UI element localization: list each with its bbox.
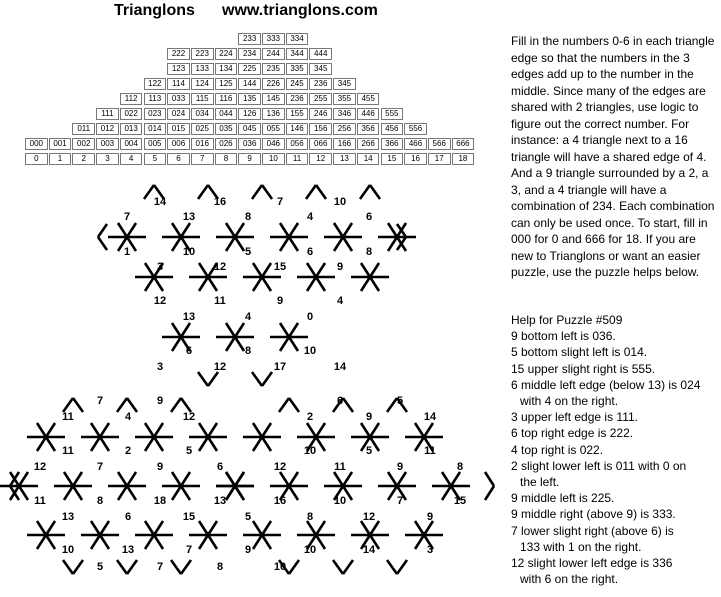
help-line: 6 top right edge is 222. [511,426,634,441]
combo-cell: 446 [357,108,380,120]
triangle-edge[interactable] [63,398,73,412]
combo-cell: 033 [167,93,190,105]
triangle-edge[interactable] [73,398,83,412]
triangle-edge[interactable] [279,398,289,412]
triangle-target-number: 7 [96,461,104,473]
triangle-edge[interactable] [289,560,299,574]
combo-cell: 122 [144,78,167,90]
triangle-target-number: 9 [156,395,164,407]
combo-cell: 235 [262,63,285,75]
help-heading: Help for Puzzle #509 [511,313,623,327]
combo-cell: 225 [238,63,261,75]
help-line: 9 bottom left is 036. [511,329,616,344]
triangle-target-number: 7 [396,495,404,507]
triangle-target-number: 8 [244,211,252,223]
combo-cell: 1 [49,153,72,165]
triangle-edge[interactable] [144,185,154,199]
triangle-edge[interactable] [370,185,380,199]
triangle-edge[interactable] [171,560,181,574]
combo-cell: 16 [404,153,427,165]
combo-cell: 035 [215,123,238,135]
triangle-target-number: 3 [156,261,164,273]
help-line: 2 slight lower left is 011 with 0 on [511,458,687,473]
combo-cell: 024 [167,108,190,120]
help-line: 9 middle right (above 9) is 333. [511,507,676,522]
combo-cell: 126 [238,108,261,120]
combo-cell: 455 [357,93,380,105]
triangle-target-number: 7 [123,211,131,223]
triangle-target-number: 6 [216,461,224,473]
help-line: 3 upper left edge is 111. [511,410,638,425]
triangle-edge[interactable] [98,224,107,237]
combo-cell: 013 [120,123,143,135]
combo-cell: 012 [96,123,119,135]
title-trianglons: Trianglons [114,2,195,19]
triangle-target-number: 15 [453,495,467,507]
triangle-target-number: 16 [273,495,287,507]
help-line: 5 bottom slight left is 014. [511,345,648,360]
combo-cell: 134 [215,63,238,75]
combo-cell: 4 [120,153,143,165]
combo-cell: 246 [309,108,332,120]
help-line: 7 lower slight right (above 6) is [511,523,674,538]
site-url: www.trianglons.com [222,2,378,19]
combo-cell: 11 [286,153,309,165]
combo-cell: 2 [72,153,95,165]
combo-cell: 333 [262,33,285,45]
triangle-target-number: 10 [303,345,317,357]
triangle-edge[interactable] [387,560,397,574]
triangle-target-number: 6 [336,395,344,407]
combo-cell: 8 [215,153,238,165]
combo-cell: 456 [381,123,404,135]
triangle-target-number: 7 [185,544,193,556]
combo-cell: 10 [262,153,285,165]
combo-cell: 004 [120,138,143,150]
triangle-target-number: 18 [153,495,167,507]
combo-cell: 133 [191,63,214,75]
combo-cell: 022 [120,108,143,120]
triangle-target-number: 4 [244,311,252,323]
combo-cell: 9 [238,153,261,165]
combo-cell: 6 [167,153,190,165]
triangle-target-number: 8 [365,246,373,258]
triangle-target-number: 15 [273,261,287,273]
triangle-target-number: 16 [213,196,227,208]
triangle-target-number: 3 [426,544,434,556]
triangle-edge[interactable] [63,560,73,574]
triangle-edge[interactable] [181,398,191,412]
combo-cell: 236 [309,78,332,90]
combo-cell: 036 [238,138,261,150]
combo-cell: 226 [262,78,285,90]
combo-cell: 146 [286,123,309,135]
combo-cell: 666 [452,138,475,150]
triangle-edge[interactable] [171,398,181,412]
combo-cell: 555 [381,108,404,120]
combo-cell: 255 [309,93,332,105]
help-line: 9 middle left is 225. [511,491,615,506]
combo-cell: 0 [25,153,48,165]
triangle-edge[interactable] [181,560,191,574]
triangle-target-number: 5 [396,395,404,407]
triangle-target-number: 11 [34,495,46,507]
combo-cell: 003 [96,138,119,150]
triangle-edge[interactable] [343,560,353,574]
triangle-edge[interactable] [289,398,299,412]
combo-cell: 135 [238,93,261,105]
triangle-target-number: 9 [426,511,434,523]
combo-cell: 223 [191,48,214,60]
triangle-target-number: 12 [213,361,227,373]
triangle-edge[interactable] [73,560,83,574]
help-line: the left. [520,475,560,490]
triangle-target-number: 5 [365,445,373,457]
combo-cell: 166 [333,138,356,150]
triangle-edge[interactable] [316,185,326,199]
triangle-edge[interactable] [262,372,272,386]
triangle-target-number: 9 [244,544,252,556]
help-line: 12 slight lower left edge is 336 [511,556,673,571]
triangle-target-number: 14 [333,361,347,373]
triangle-target-number: 4 [336,295,344,307]
triangle-target-number: 11 [334,461,346,473]
combo-cell: 113 [144,93,167,105]
combo-cell: 136 [262,108,285,120]
combo-cell: 222 [167,48,190,60]
combo-cell: 056 [286,138,309,150]
triangle-target-number: 9 [156,461,164,473]
triangle-edge[interactable] [198,185,208,199]
triangle-edge[interactable] [98,237,107,250]
triangle-target-number: 8 [96,495,104,507]
triangle-target-number: 12 [33,461,47,473]
triangle-target-number: 17 [273,361,287,373]
combo-cell: 233 [238,33,261,45]
combo-cell: 236 [286,93,309,105]
triangle-target-number: 10 [303,445,317,457]
combo-cell: 345 [309,63,332,75]
triangle-target-number: 12 [213,261,227,273]
triangle-edge[interactable] [208,372,218,386]
combo-cell: 7 [191,153,214,165]
combo-cell: 335 [286,63,309,75]
combo-cell: 245 [286,78,309,90]
triangle-target-number: 11 [214,295,226,307]
triangle-edge[interactable] [117,560,127,574]
triangle-target-number: 10 [333,495,347,507]
triangle-target-number: 15 [182,511,196,523]
combo-cell: 046 [262,138,285,150]
combo-cell: 025 [191,123,214,135]
combo-cell: 006 [167,138,190,150]
triangle-edge[interactable] [252,372,262,386]
combo-cell: 011 [72,123,95,135]
combo-cell: 3 [96,153,119,165]
triangle-edge[interactable] [306,185,316,199]
help-line: with 4 on the right. [520,394,619,409]
combo-cell: 144 [238,78,261,90]
triangle-target-number: 14 [362,544,376,556]
triangle-target-number: 12 [273,461,287,473]
combo-cell: 155 [286,108,309,120]
triangle-target-number: 8 [244,345,252,357]
combo-cell: 000 [25,138,48,150]
triangle-target-number: 7 [156,561,164,573]
combo-cell: 002 [72,138,95,150]
combo-cell: 055 [262,123,285,135]
triangle-target-number: 10 [303,544,317,556]
combo-cell: 346 [333,108,356,120]
combo-cell: 034 [191,108,214,120]
combo-cell: 466 [404,138,427,150]
help-section [511,312,719,587]
triangle-target-number: 4 [306,211,314,223]
triangle-target-number: 12 [153,295,167,307]
combo-cell: 17 [428,153,451,165]
triangle-target-number: 8 [216,561,224,573]
triangle-target-number: 5 [244,511,252,523]
combo-cell: 5 [144,153,167,165]
combo-cell: 066 [309,138,332,150]
combo-cell: 145 [262,93,285,105]
triangle-edge[interactable] [333,560,343,574]
triangle-target-number: 6 [124,511,132,523]
combo-cell: 266 [357,138,380,150]
triangle-target-number: 13 [182,311,196,323]
triangle-edge[interactable] [198,372,208,386]
combo-cell: 115 [191,93,214,105]
triangle-target-number: 10 [273,561,287,573]
combo-cell: 114 [167,78,190,90]
triangle-edge[interactable] [360,185,370,199]
triangle-target-number: 10 [182,246,196,258]
triangle-target-number: 5 [96,561,104,573]
combo-cell: 356 [357,123,380,135]
triangle-target-number: 8 [456,461,464,473]
triangle-target-number: 12 [182,411,196,423]
triangle-edge[interactable] [485,486,494,500]
combo-cell: 001 [49,138,72,150]
triangle-target-number: 13 [213,495,227,507]
combo-cell: 566 [428,138,451,150]
combo-cell: 355 [333,93,356,105]
combo-cell: 016 [191,138,214,150]
triangle-target-number: 3 [156,361,164,373]
triangle-target-number: 10 [333,196,347,208]
combo-cell: 015 [167,123,190,135]
triangle-target-number: 11 [62,445,74,457]
combo-cell: 18 [452,153,475,165]
triangle-target-number: 13 [121,544,135,556]
instructions-text: Fill in the numbers 0-6 in each triangle edge so that the numbers in the 3 edges add up to the number in the middle. Since many of the edges are shared with 2 triangles, use logic to figure out the correct number. For instance: a 4 triangle next to a 16 triangle will have a shared edge of 4. And a 9 triangle surrounded by a 2, a 3, and a 4 triangle will have a combination of 234. Each combination can only be used once. To start, fill in 000 for 0 and 666 for 18. If you are new to Trianglons or want an easier puzzle, use the puzzle helps below. [511,34,715,279]
triangle-target-number: 7 [276,196,284,208]
combo-cell: 244 [262,48,285,60]
triangle-target-number: 2 [124,445,132,457]
triangle-target-number: 8 [306,511,314,523]
triangle-edge[interactable] [252,185,262,199]
triangle-target-number: 4 [124,411,132,423]
triangle-edge[interactable] [127,560,137,574]
triangle-target-number: 14 [423,411,437,423]
combo-cell: 123 [167,63,190,75]
triangle-target-number: 9 [365,411,373,423]
triangle-target-number: 12 [362,511,376,523]
combo-cell: 044 [215,108,238,120]
combo-cell: 334 [286,33,309,45]
combo-cell: 256 [333,123,356,135]
combo-cell: 026 [215,138,238,150]
triangle-edge[interactable] [127,398,137,412]
help-line: 4 top right is 022. [511,442,604,457]
triangle-target-number: 5 [185,445,193,457]
triangle-edge[interactable] [117,398,127,412]
triangle-target-number: 13 [182,211,196,223]
combo-cell: 556 [404,123,427,135]
triangle-edge[interactable] [262,185,272,199]
combo-cell: 344 [286,48,309,60]
triangle-target-number: 1 [123,246,131,258]
combo-cell: 014 [144,123,167,135]
combo-cell: 116 [215,93,238,105]
triangle-target-number: 7 [96,395,104,407]
combo-cell: 005 [144,138,167,150]
combo-cell: 366 [381,138,404,150]
triangle-target-number: 6 [365,211,373,223]
triangle-target-number: 11 [424,445,436,457]
triangle-target-number: 6 [185,345,193,357]
help-line: with 6 on the right. [520,572,619,587]
triangle-target-number: 9 [336,261,344,273]
triangle-target-number: 6 [306,246,314,258]
combo-cell: 13 [333,153,356,165]
triangle-target-number: 5 [244,246,252,258]
combo-cell: 12 [309,153,332,165]
triangle-target-number: 11 [62,411,74,423]
combo-cell: 125 [215,78,238,90]
combo-cell: 15 [381,153,404,165]
combo-cell: 14 [357,153,380,165]
help-line: 6 middle left edge (below 13) is 024 [511,377,701,392]
combo-cell: 234 [238,48,261,60]
triangle-edge[interactable] [343,398,353,412]
help-line: 133 with 1 on the right. [520,539,642,554]
triangle-target-number: 9 [276,295,284,307]
combo-cell: 345 [333,78,356,90]
triangle-edge[interactable] [485,472,494,486]
combo-cell: 112 [120,93,143,105]
triangle-target-number: 0 [306,311,314,323]
help-line: 15 upper slight right is 555. [511,361,656,376]
triangle-target-number: 13 [61,511,75,523]
combo-cell: 224 [215,48,238,60]
triangle-target-number: 10 [61,544,75,556]
combo-cell: 111 [96,108,119,120]
triangle-edge[interactable] [387,398,397,412]
triangle-target-number: 2 [306,411,314,423]
triangle-edge[interactable] [397,560,407,574]
combo-cell: 045 [238,123,261,135]
combo-cell: 444 [309,48,332,60]
triangle-target-number: 14 [153,196,167,208]
combo-cell: 124 [191,78,214,90]
triangle-target-number: 9 [396,461,404,473]
combo-cell: 156 [309,123,332,135]
combo-cell: 023 [144,108,167,120]
